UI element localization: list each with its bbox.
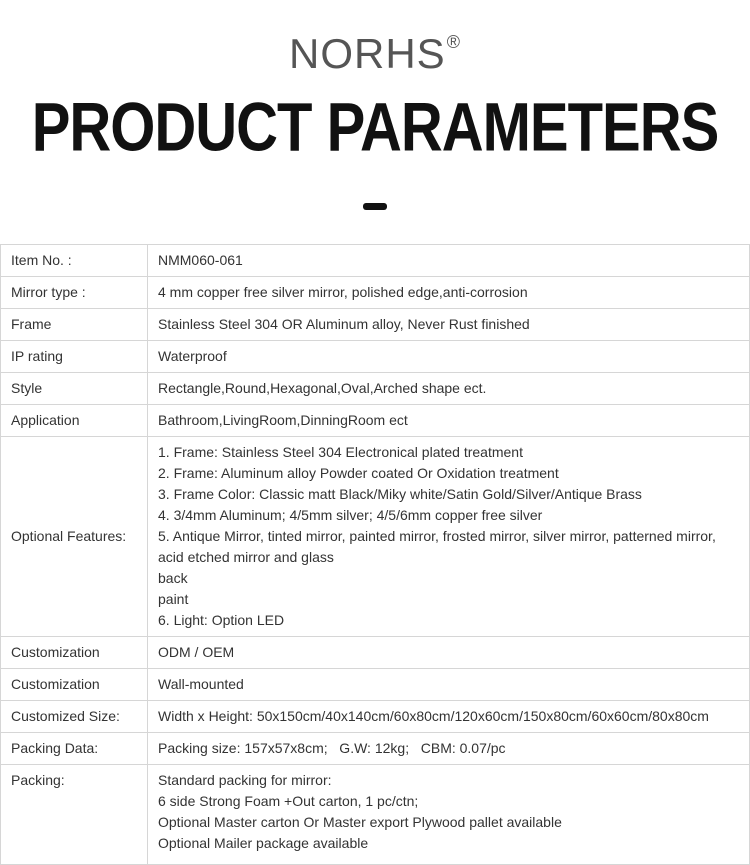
feature-line: 4. 3/4mm Aluminum; 4/5mm silver; 4/5/6mm copper free silver [158,507,543,523]
row-value-packing-data: Packing size: 157x57x8cm; G.W: 12kg; CBM: 0.07/pc [148,733,750,765]
feature-line: 6. Light: Option LED [158,612,285,628]
row-value-ip-rating: Waterproof [148,341,750,373]
table-row [1,733,750,765]
table-row [1,437,750,637]
row-label-ip-rating: IP rating [1,341,148,373]
page-title: PRODUCT PARAMETERS [31,89,719,166]
row-label-packing-data: Packing Data: [1,733,148,765]
row-label-item-no: Item No. : [1,245,148,277]
feature-line: 5. Antique Mirror, tinted mirror, painted mirror, frosted mirror, silver mirror, patterned mirror, acid etched mirror and glass [158,528,716,565]
parameters-table [0,244,750,865]
row-label-customization-mount: Customization [1,669,148,701]
feature-line: back [158,570,188,586]
feature-line: 1. Frame: Stainless Steel 304 Electronical plated treatment [158,444,523,460]
row-label-style: Style [1,373,148,405]
feature-line: 2. Frame: Aluminum alloy Powder coated Or Oxidation treatment [158,465,559,481]
row-label-packing: Packing: [1,765,148,865]
table-row [1,373,750,405]
table-row [1,405,750,437]
row-label-application: Application [1,405,148,437]
row-value-application: Bathroom,LivingRoom,DinningRoom ect [148,405,750,437]
registered-mark: ® [446,32,461,52]
row-value-style: Rectangle,Round,Hexagonal,Oval,Arched shape ect. [148,373,750,405]
packing-line: Optional Master carton Or Master export Plywood pallet available [158,814,562,830]
feature-line: 3. Frame Color: Classic matt Black/Miky white/Satin Gold/Silver/Antique Brass [158,486,642,502]
brand-logo [0,30,750,78]
table-row [1,309,750,341]
row-value-item-no: NMM060-061 [148,245,750,277]
table-row [1,701,750,733]
table-row [1,765,750,865]
brand-name: NORHS [289,30,446,77]
row-value-optional-features [148,437,750,637]
row-value-packing [148,765,750,865]
header [0,0,750,245]
row-label-frame: Frame [1,309,148,341]
table-row [1,669,750,701]
table-row [1,245,750,277]
table-row [1,277,750,309]
row-value-customization-mount: Wall-mounted [148,669,750,701]
feature-line: paint [158,591,189,607]
title-divider [363,203,387,210]
row-label-customization: Customization [1,637,148,669]
row-label-customized-size: Customized Size: [1,701,148,733]
row-value-customization: ODM / OEM [148,637,750,669]
table-row [1,341,750,373]
row-value-frame: Stainless Steel 304 OR Aluminum alloy, Never Rust finished [148,309,750,341]
row-label-optional-features: Optional Features: [1,437,148,637]
row-value-mirror-type: 4 mm copper free silver mirror, polished edge,anti-corrosion [148,277,750,309]
packing-line: Standard packing for mirror: [158,772,332,788]
table-row [1,637,750,669]
packing-line: 6 side Strong Foam +Out carton, 1 pc/ctn; [158,793,419,809]
packing-line: Optional Mailer package available [158,835,369,851]
row-value-customized-size: Width x Height: 50x150cm/40x140cm/60x80cm/120x60cm/150x80cm/60x60cm/80x80cm [148,701,750,733]
row-label-mirror-type: Mirror type : [1,277,148,309]
